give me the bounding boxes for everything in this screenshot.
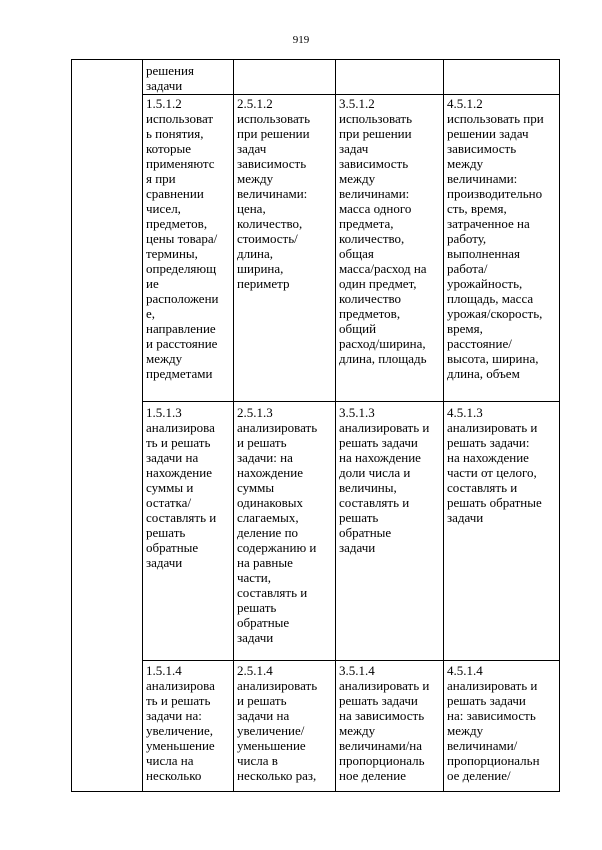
table-cell bbox=[447, 63, 556, 94]
table-border bbox=[142, 401, 560, 402]
table-cell bbox=[339, 63, 440, 94]
table-cell: 3.5.1.4 анализировать и решать задачи на зависимость между величинами/на пропорциональ ное деление bbox=[339, 663, 430, 783]
table-cell bbox=[71, 95, 142, 401]
table-cell: 1.5.1.3 анализирова ть и решать задачи на нахождение суммы и остатка/ составлять и решать обратные задачи bbox=[146, 405, 217, 570]
table-cell: 1.5.1.2 использоват ь понятия, которые применяютс я при сравнении чисел, предметов, цены товара/ термины, определяющ ие расположени е, направление и расстояние между предметами bbox=[146, 96, 219, 381]
table-border bbox=[142, 660, 560, 661]
table-cell: 2.5.1.3 анализировать и решать задачи: на нахождение суммы одинаковых слагаемых, деление по содержанию и на равные части, составлять и решать обратные задачи bbox=[237, 405, 318, 645]
table-cell: 3.5.1.2 использовать при решении задач зависимость между величинами: масса одного предмета, количество, общая масса/расход на один предмет, количество предметов, общий расход/ширина, длина, площадь bbox=[339, 96, 427, 366]
table-cell: 3.5.1.3 анализировать и решать задачи на нахождение доли числа и величины, составлять и решать обратные задачи bbox=[339, 405, 430, 555]
table-cell: 4.5.1.4 анализировать и решать задачи на: зависимость между величинами/ пропорциональн ое деление/ bbox=[447, 663, 540, 783]
table-cell: 2.5.1.4 анализировать и решать задачи на увеличение/ уменьшение числа в несколько раз, bbox=[237, 663, 318, 783]
table-cell: 1.5.1.4 анализирова ть и решать задачи на: увеличение, уменьшение числа на несколько bbox=[146, 663, 215, 783]
table-border bbox=[559, 59, 560, 792]
table-cell: 2.5.1.2 использовать при решении задач зависимость между величинами: цена, количество, стоимость/ длина, ширина, периметр bbox=[237, 96, 310, 291]
table-cell bbox=[237, 63, 332, 94]
table-cell: 4.5.1.2 использовать при решении задач зависимость между величинами: производительно сть, время, затраченное на работу, выполненная работа/ урожайность, площадь, масса урожая/скорость, время, расстояние/ высота, ширина, длина, объем bbox=[447, 96, 544, 381]
table-border bbox=[71, 59, 560, 60]
table-border bbox=[335, 59, 336, 792]
table-border bbox=[142, 59, 143, 792]
table-cell bbox=[71, 60, 142, 94]
curriculum-table bbox=[71, 59, 560, 792]
table-cell: решения задачи bbox=[146, 63, 194, 93]
table-cell bbox=[71, 402, 142, 660]
table-cell bbox=[71, 661, 142, 791]
page-number: 919 bbox=[292, 34, 310, 46]
table-border bbox=[233, 59, 234, 792]
table-border bbox=[142, 94, 560, 95]
table-cell: 4.5.1.3 анализировать и решать задачи: на нахождение части от целого, составлять и решать обратные задачи bbox=[447, 405, 542, 525]
table-border bbox=[71, 791, 560, 792]
table-border bbox=[443, 59, 444, 792]
